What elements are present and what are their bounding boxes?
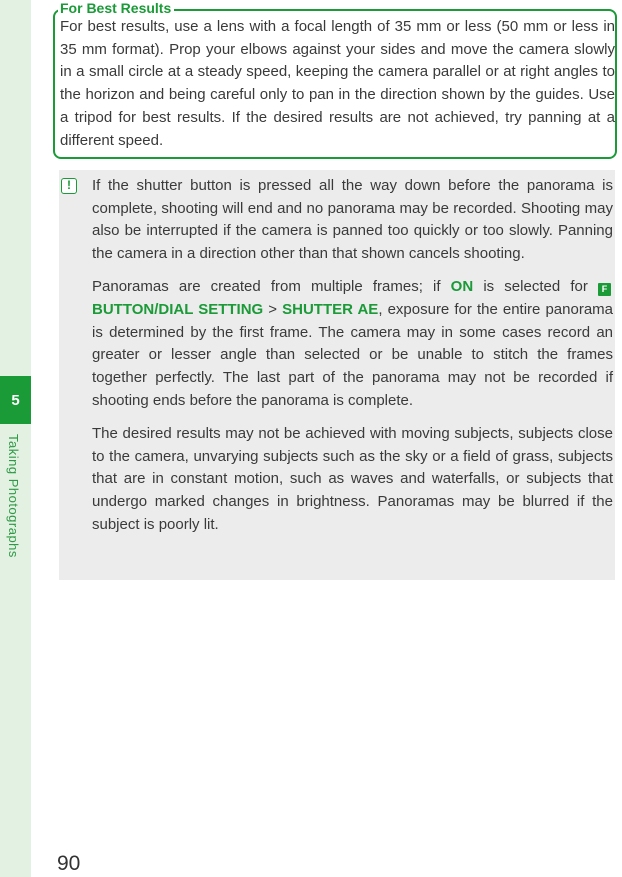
- caution-paragraph-3: The desired results may not be achieved with moving subjects, subjects close to the camera, unvarying subjects such as the sky or a field of grass, subjects that are in constant motion, such as waves and waterfalls, or subjects that undergo marked changes in brightness. Panoramas may be blurred if the subject is poorly lit.: [92, 425, 613, 533]
- caution-icon: !: [61, 178, 77, 194]
- on-setting: ON: [450, 278, 474, 296]
- chapter-number-tab: 5: [0, 376, 31, 424]
- chapter-title: Taking Photographs: [6, 434, 21, 558]
- para2-text-1: Panoramas are created from multiple frames; if: [92, 278, 451, 296]
- menu-separator: >: [263, 301, 283, 319]
- caution-text: [92, 175, 613, 547]
- page-number: 90: [57, 852, 81, 875]
- shutter-ae-setting: SHUTTER AE: [282, 301, 379, 319]
- button-dial-setting: BUTTON/DIAL SETTING: [92, 301, 264, 319]
- caution-paragraph-2: [92, 276, 613, 412]
- caution-paragraph-1: If the shutter button is pressed all the way down before the panorama is complete, shooting will end and no panorama may be recorded. Shooting may also be interrupted if the camera is panned too quickly or too slowly. Panning the camera in a direction other than that shown cancels shooting.: [92, 177, 613, 263]
- para2-text-3: , exposure for the entire panorama is determined by the first frame. The camera may in some cases record an greater or lesser angle than selected or be unable to stitch the frames together perfectly. The last part of the panorama may not be recorded if shooting ends before the panorama is complete.: [92, 301, 614, 409]
- tip-body: For best results, use a lens with a focal length of 35 mm or less (50 mm or less in 35 mm format). Prop your elbows against your sides and move the camera slowly in a small circle at a steady speed, keeping the camera parallel or at right angles to the horizon and being careful only to pan in the direction shown by the guides. Use a tripod for best results. If the desired results are not achieved, try panning at a different speed.: [60, 18, 615, 149]
- menu-icon: F: [598, 283, 611, 296]
- para2-text-2: is selected for: [473, 278, 598, 296]
- tip-title: For Best Results: [58, 0, 174, 16]
